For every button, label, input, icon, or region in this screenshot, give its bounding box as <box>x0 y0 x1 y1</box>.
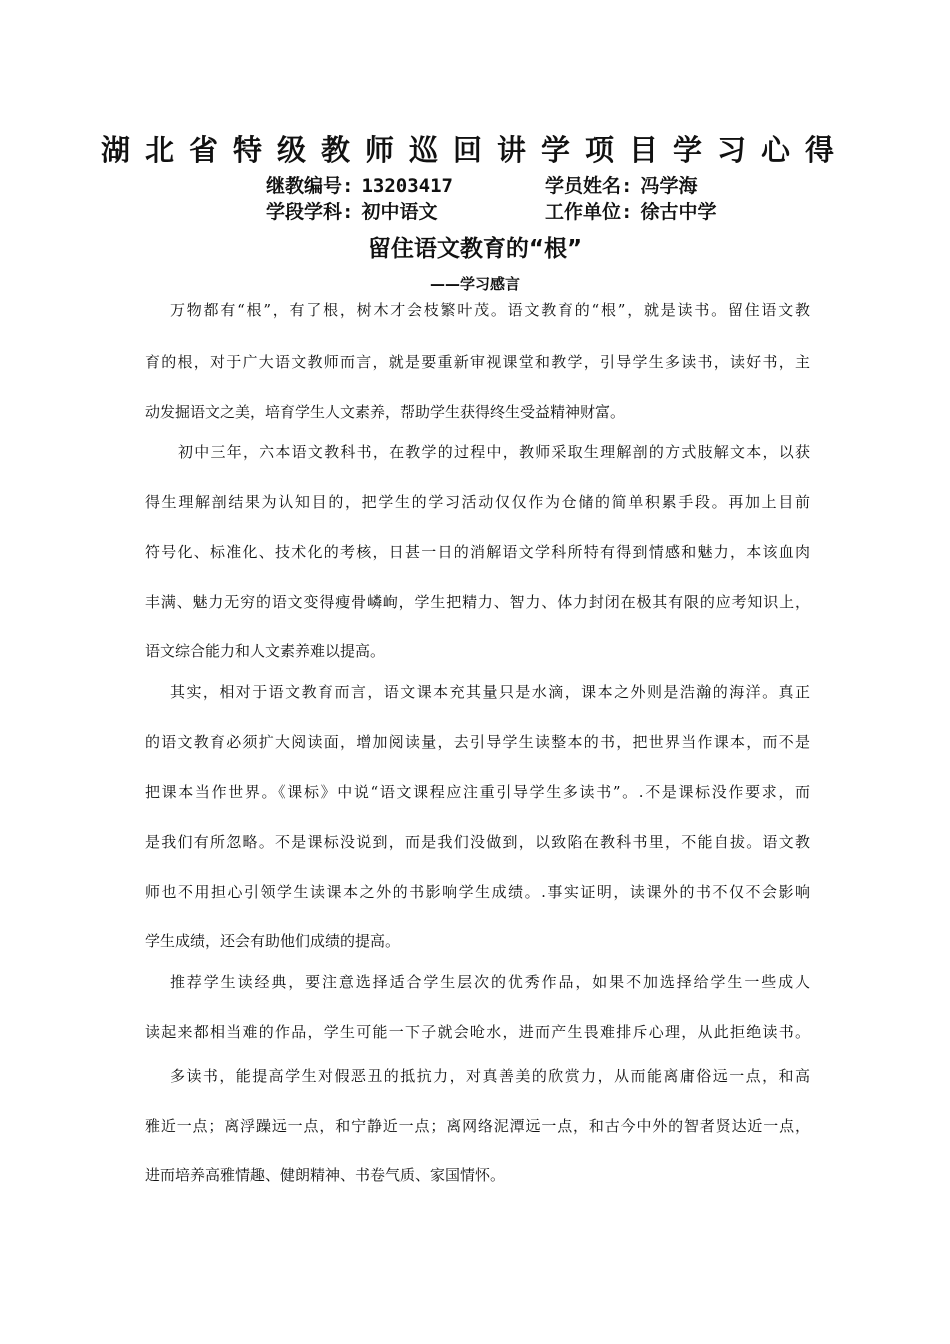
meta-value: 13203417 <box>361 175 453 197</box>
body-line: 语文综合能力和人文素养难以提高。 <box>145 642 386 660</box>
essay-title: 留住语文教育的“根” <box>367 236 583 262</box>
body-line: 学生成绩，还会有助他们成绩的提高。 <box>145 932 401 950</box>
meta-label: 工作单位: <box>545 201 633 223</box>
body-line: 读起来都相当难的作品，学生可能一下子就会呛水，进而产生畏难排斥心理，从此拒绝读书。 <box>145 1023 810 1041</box>
essay-subtitle: ——学习感言 <box>429 275 520 293</box>
body-line: 初中三年，六本语文教科书，在教学的过程中，教师采取生理解剖的方式肢解文本，以获 <box>178 443 810 461</box>
body-line: 动发掘语文之美，培育学生人文素养，帮助学生获得终生受益精神财富。 <box>145 403 626 421</box>
body-line: 育的根，对于广大语文教师而言，就是要重新审视课堂和教学，引导学生多读书，读好书，主 <box>145 353 810 371</box>
body-line: 师也不用担心引领学生读课本之外的书影响学生成绩。.事实证明，读课外的书不仅不会影响 <box>145 883 810 901</box>
body-line: 多读书，能提高学生对假恶丑的抵抗力，对真善美的欣赏力，从而能离庸俗远一点，和高 <box>170 1067 810 1085</box>
body-line: 是我们有所忽略。不是课标没说到，而是我们没做到，以致陷在教科书里，不能自拔。语文教 <box>145 833 810 851</box>
body-line: 的语文教育必须扩大阅读面，增加阅读量，去引导学生读整本的书，把世界当作课本，而不是 <box>145 733 810 751</box>
meta-value: 初中语文 <box>361 201 438 223</box>
meta-label: 学段学科: <box>266 201 354 223</box>
meta-label: 学员姓名: <box>545 175 633 197</box>
document-title: 湖北省特级教师巡回讲学项目学习心得 <box>100 133 849 167</box>
meta-field-name <box>545 173 697 199</box>
body-line: 符号化、标准化、技术化的考核，日甚一日的消解语文学科所特有得到情感和魅力，本该血肉 <box>145 543 810 561</box>
body-line: 万物都有“根”，有了根，树木才会枝繁叶茂。语文教育的“根”，就是读书。留住语文教 <box>170 301 810 319</box>
body-line: 把课本当作世界。《课标》中说“语文课程应注重引导学生多读书”。.不是课标没作要求，而 <box>145 783 810 801</box>
body-line: 丰满、魅力无穷的语文变得瘦骨嶙峋，学生把精力、智力、体力封闭在极其有限的应考知识上， <box>145 593 810 611</box>
meta-field-workplace <box>545 199 716 225</box>
meta-field-subject <box>266 199 437 225</box>
body-line: 其实，相对于语文教育而言，语文课本充其量只是水滴，课本之外则是浩瀚的海洋。真正 <box>170 683 810 701</box>
meta-value: 冯学海 <box>640 175 698 197</box>
body-line: 雅近一点；离浮躁远一点，和宁静近一点；离网络泥潭远一点，和古今中外的智者贤达近一点， <box>145 1117 810 1135</box>
meta-label: 继教编号: <box>266 175 354 197</box>
body-line: 进而培养高雅情趣、健朗精神、书卷气质、家国情怀。 <box>145 1166 506 1184</box>
meta-field-id <box>266 173 453 199</box>
body-line: 推荐学生读经典，要注意选择适合学生层次的优秀作品，如果不加选择给学生一些成人 <box>170 973 810 991</box>
body-line: 得生理解剖结果为认知目的，把学生的学习活动仅仅作为仓储的简单积累手段。再加上目前 <box>145 493 810 511</box>
meta-value: 徐古中学 <box>640 201 717 223</box>
